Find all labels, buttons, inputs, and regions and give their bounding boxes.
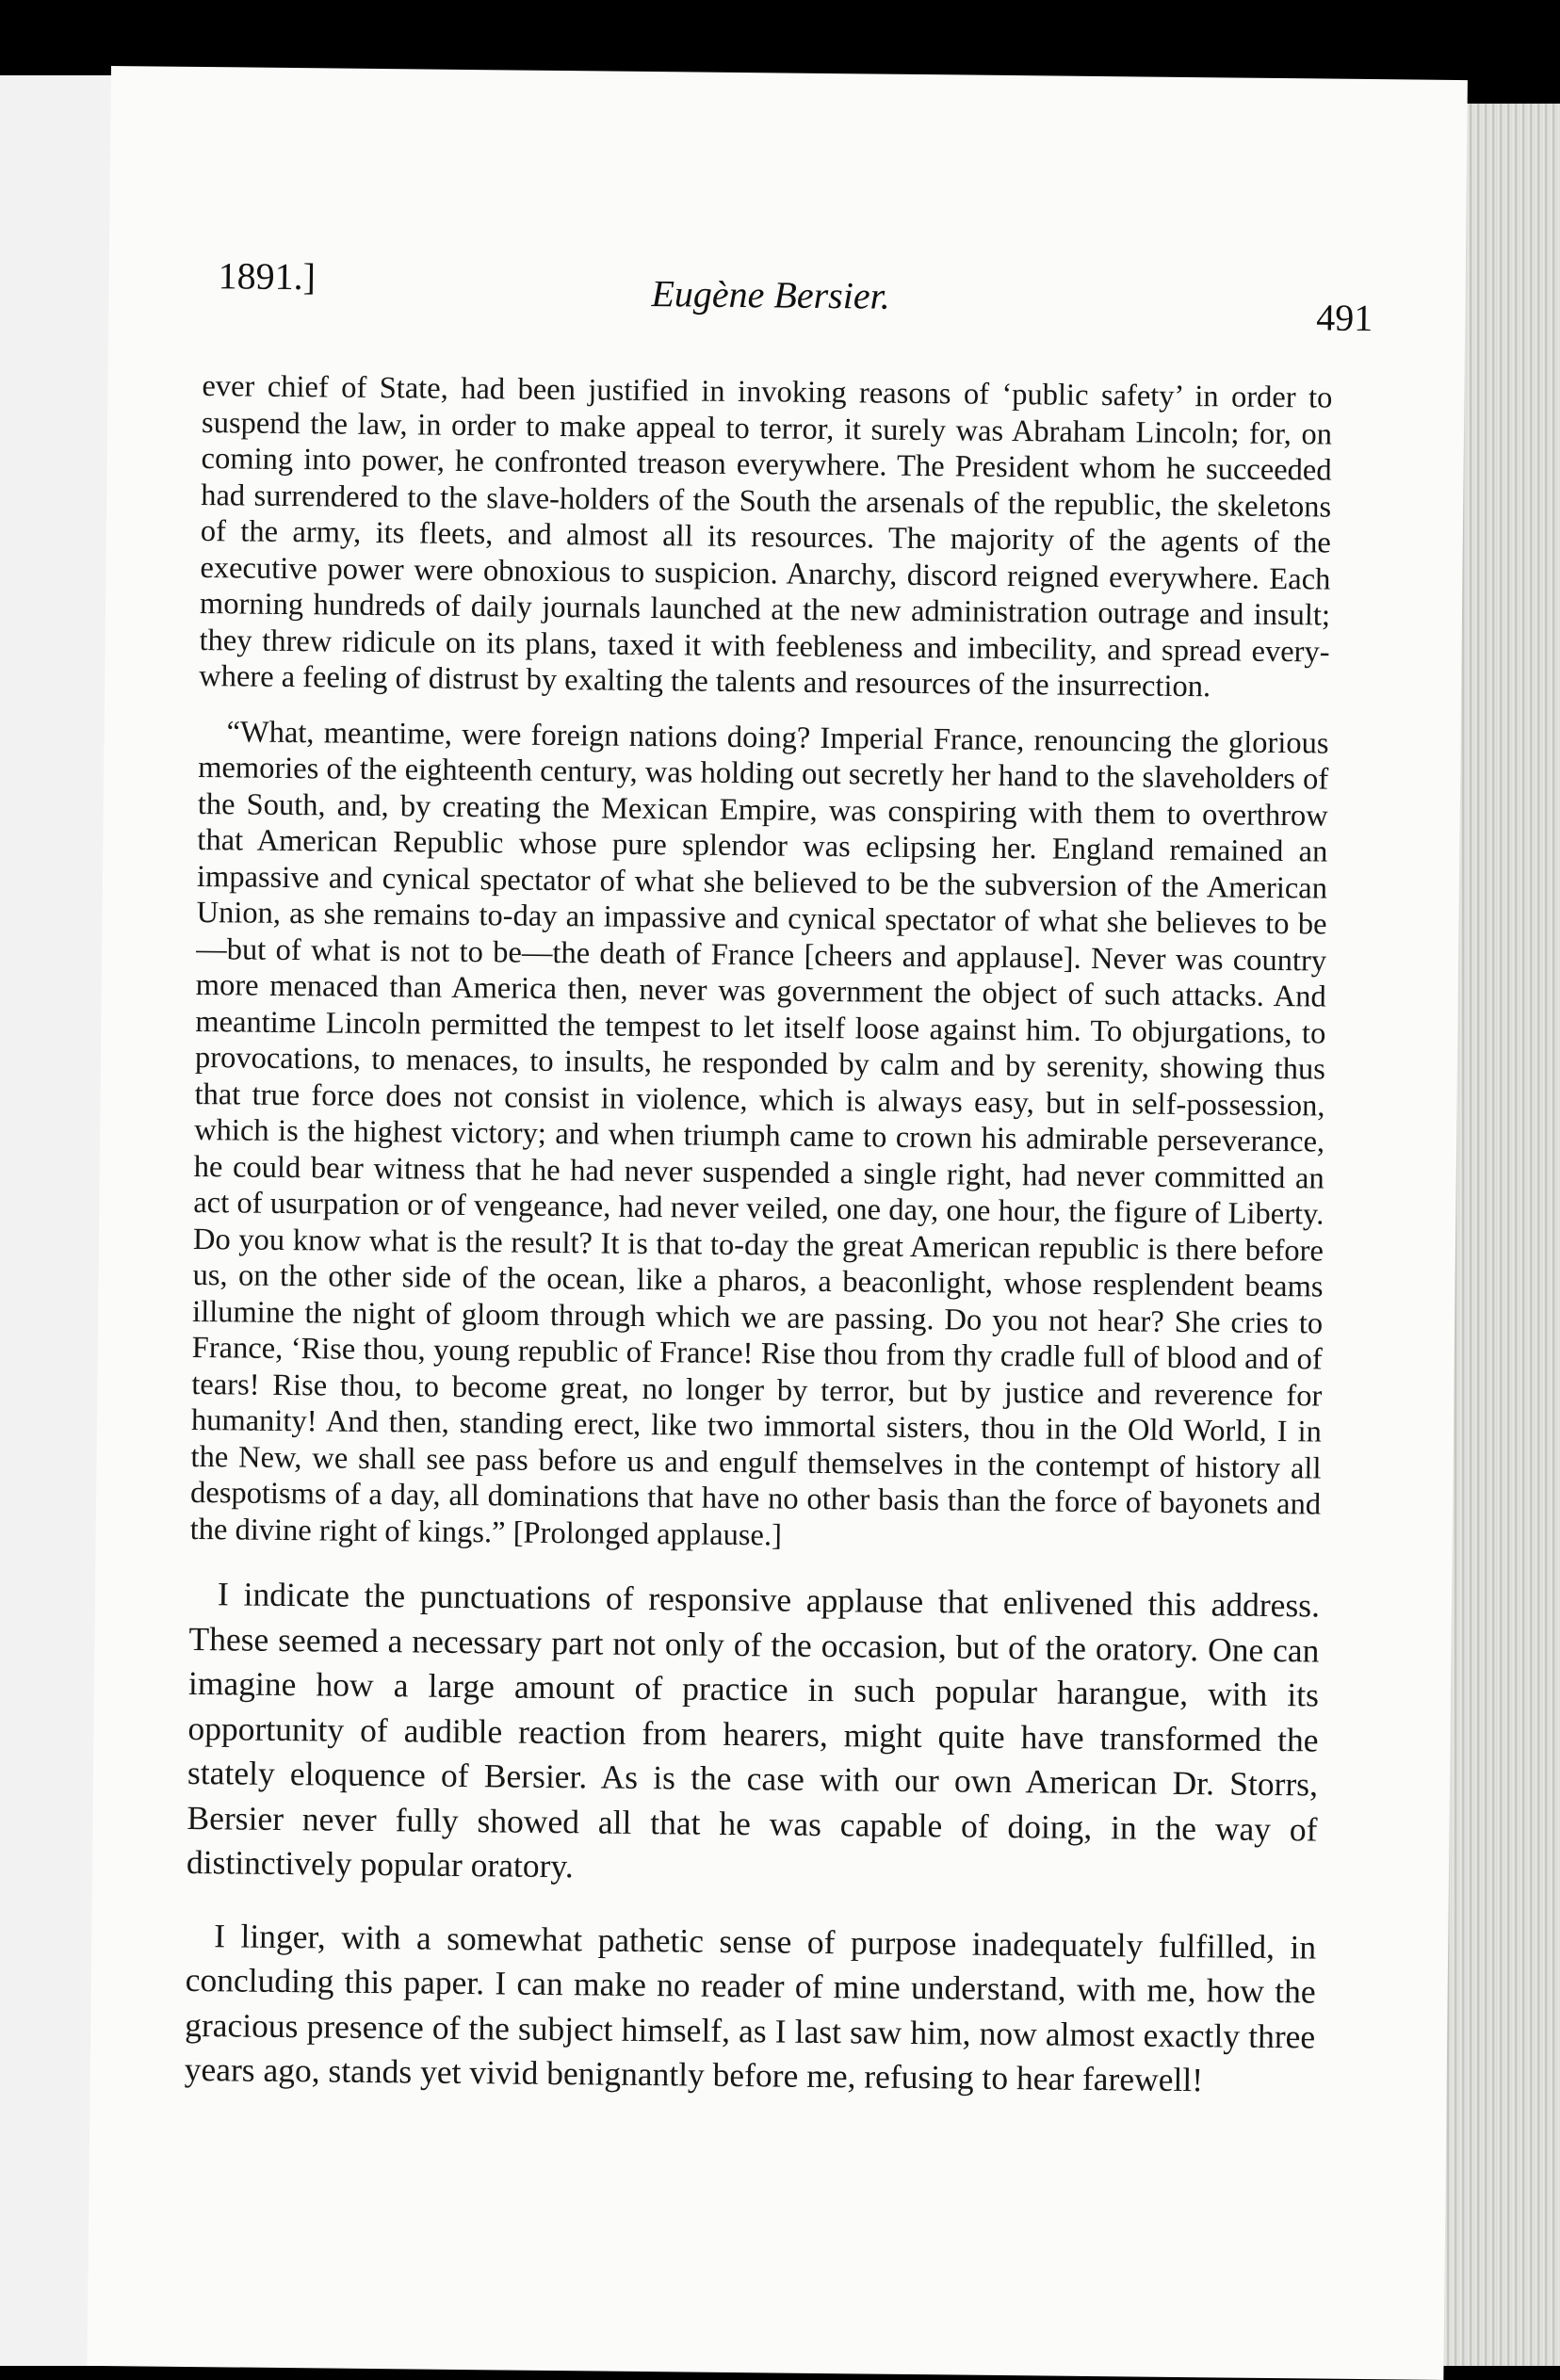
- body-paragraph: I linger, with a somewhat pathetic sense of purpose inadequately fulfilled, in concluding this paper. I can make no reader of mine understand, with me, how the gracious presence of the subject himself, as I last saw him, now almost exactly three years ago, stands yet vivid benignantly before me, refusing to hear farewell!: [184, 1916, 1317, 2099]
- running-title: Eugène Bersier.: [651, 272, 890, 317]
- quote-paragraph: ever chief of State, had been justified in invoking reasons of ‘public safety’ in order to suspend the law, in order to make appeal to terror, it surely was Abraham Lincoln; for, on coming into power, he confronted treason everywhere. The President whom he succeeded had surrendered to the slave-holders of the South the arsenals of the republic, the skeletons of the army, its fleets, and almost all its resources. The majority of the agents of the executive power were obnoxious to suspicion. Anarchy, discord reigned everywhere. Each morning hundreds of daily journals launched at the new administration outrage and insult; they threw ridicule on its plans, taxed it with feebleness and imbecility, and spread everywhere a feeling of distrust by exalting the talents and resources of the insurrection.: [199, 369, 1333, 704]
- running-year: 1891.]: [218, 254, 317, 299]
- running-header: [218, 225, 1373, 340]
- quote-paragraph: “What, meantime, were foreign nations doing? Imperial France, renouncing the glorious memories of the eighteenth century, was holding out secretly her hand to the slaveholders of the South, and, by creating the Mexican Empire, was conspiring with them to overthrow that American Republic whose pure splendor was eclipsing her. England remained an impassive and cynical spectator of what she believed to be the subversion of the American Union, as she remains to-day an impassive and cynical spectator of what she believes to be—but of what is not to be—the death of France [cheers and applause]. Never was country more menaced than America then, never was government the object of such attacks. And meantime Lincoln permitted the tempest to let itself loose against him. To objurgations, to provocations, to menaces, to insults, he responded by calm and by serenity, showing thus that true force does not consist in violence, which is always easy, but in self-possession, which is the highest victory; and when triumph came to crown his admirable perseverance, he could bear witness that he had never suspended a single right, had never committed an act of usurpation or of vengeance, had never veiled, one day, one hour, the figure of Liberty. Do you know what is the result? It is that to-day the great American republic is there before us, on the other side of the ocean, like a pharos, a beaconlight, whose resplendent beams illumine the night of gloom through which we are passing. Do you not hear? She cries to France, ‘Rise thou, young republic of France! Rise thou from thy cradle full of blood and of tears! Rise thou, to become great, no longer by terror, but by justice and reverence for humanity! And then, standing erect, like two immortal sisters, thou in the Old World, I in the New, we shall see pass before us and engulf themselves in the contempt of history all despotisms of a day, all dominations that have no other basis than the force of bayonets and the divine right of kings.” [Prolonged applause.]: [189, 714, 1329, 1553]
- body-paragraph: I indicate the punctuations of responsive applause that enlivened this address. These seemed a necessary part not only of the occasion, but of the oratory. One can imagine how a large amount of practice in such popular harangue, with its opportunity of audible reaction from hearers, might quite have transformed the stately eloquence of Bersier. As is the case with our own American Dr. Storrs, Bersier never fully showed all that he was capable of doing, in the way of distinctively popular oratory.: [186, 1575, 1321, 1886]
- page-body: [184, 368, 1332, 2104]
- page-number: 491: [1316, 296, 1373, 340]
- book-page: [87, 66, 1467, 2380]
